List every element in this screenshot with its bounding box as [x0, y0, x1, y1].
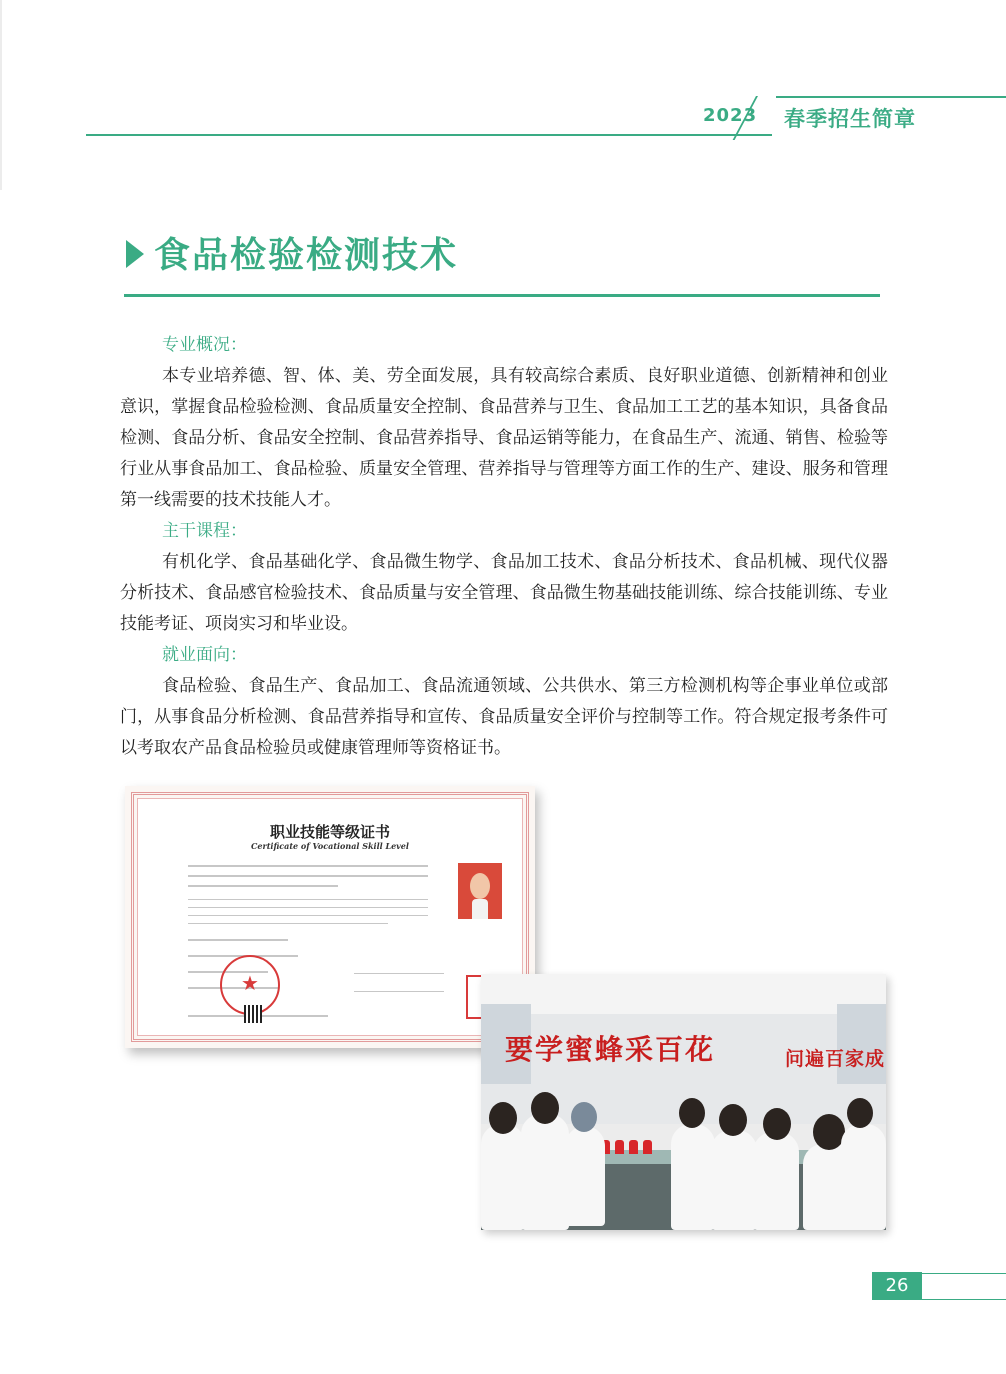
certificate-text-line [354, 973, 444, 974]
student [753, 1132, 799, 1230]
student [565, 1126, 605, 1226]
student-head [571, 1102, 597, 1132]
star-icon: ★ [241, 971, 259, 995]
certificate-photo [458, 863, 502, 919]
student [841, 1124, 886, 1230]
photo-ceiling [481, 974, 886, 1014]
red-bottle [643, 1140, 652, 1154]
courses-text: 有机化学、食品基础化学、食品微生物学、食品加工技术、食品分析技术、食品机械、现代仪器分析技术、食品感官检验技术、食品质量与安全管理、食品微生物基础技能训练、综合技能训练、专业技能考证、项岗实习和毕业设。 [120, 552, 888, 634]
photo-slogan: 要学蜜蜂采百花 [505, 1033, 716, 1066]
section-title: 食品检验检测技术 [154, 235, 459, 276]
certificate-text-line [188, 885, 338, 887]
certificate-text-line [188, 939, 288, 941]
page-number: 26 [885, 1275, 909, 1296]
header-title: 春季招生简章 [784, 107, 916, 131]
overview-heading: 专业概况： [162, 335, 247, 355]
student-head [489, 1102, 517, 1134]
title-underline [124, 294, 880, 297]
certificate-photo-body [472, 899, 488, 919]
overview-text: 本专业培养德、智、体、美、劳全面发展，具有较高综合素质、良好职业道德、创新精神和创业意识，掌握食品检验检测、食品质量安全控制、食品营养与卫生、食品加工工艺的基本知识，具备食品检测、食品分析、食品安全控制、食品营养指导、食品运销等能力，在食品生产、流通、销售、检验等行业从事食品加工、食品检验、质量安全管理、营养指导与管理等方面工作的生产、建设、服务和管理第一线需要的技术技能人才。 [120, 366, 888, 510]
certificate-image [125, 786, 535, 1048]
student-head [847, 1098, 873, 1128]
student-head [719, 1104, 747, 1136]
student-head [679, 1098, 705, 1128]
certificate-subtitle: Certificate of Vocational Skill Level [251, 841, 409, 851]
certificate-text-line [188, 907, 428, 908]
student [711, 1130, 757, 1230]
certificate-text-line [188, 923, 388, 924]
header-rule [86, 134, 772, 136]
red-bottle [629, 1140, 638, 1154]
courses-heading: 主干课程： [162, 521, 247, 541]
certificate-text-line [188, 875, 428, 877]
certificate-text-line [188, 865, 428, 867]
main-content [120, 330, 888, 764]
red-bottle [615, 1140, 624, 1154]
qr-code-icon [244, 1005, 262, 1023]
certificate-text-line [188, 915, 428, 916]
photo-slogan-2: 问遍百家成 [785, 1048, 886, 1070]
certificate-text-line [188, 899, 428, 900]
page-number-rule [922, 1299, 1006, 1300]
certificate-text-line [354, 991, 444, 992]
header-rule-top [776, 96, 1006, 98]
employment-text: 食品检验、食品生产、食品加工、食品流通领域、公共供水、第三方检测机构等企事业单位或部门，从事食品分析检测、食品营养指导和宣传、食品质量安全评价与控制等工作。符合规定报考条件可以考取农产品食品检验员或健康管理师等资格证书。 [120, 676, 888, 758]
certificate-inner [137, 798, 523, 1036]
student [481, 1124, 525, 1230]
student-head [531, 1092, 559, 1124]
title-arrow-icon [126, 240, 144, 268]
student-head [763, 1108, 791, 1140]
certificate-title: 职业技能等级证书 [269, 823, 390, 841]
student [521, 1114, 569, 1230]
header-year: 2023 [703, 105, 758, 126]
page-edge-mark [0, 0, 2, 190]
page-number-rule [922, 1273, 1006, 1274]
certificate-photo-face [470, 873, 490, 899]
lab-photo [481, 974, 886, 1230]
employment-heading: 就业面向： [162, 645, 247, 665]
student [671, 1124, 715, 1230]
